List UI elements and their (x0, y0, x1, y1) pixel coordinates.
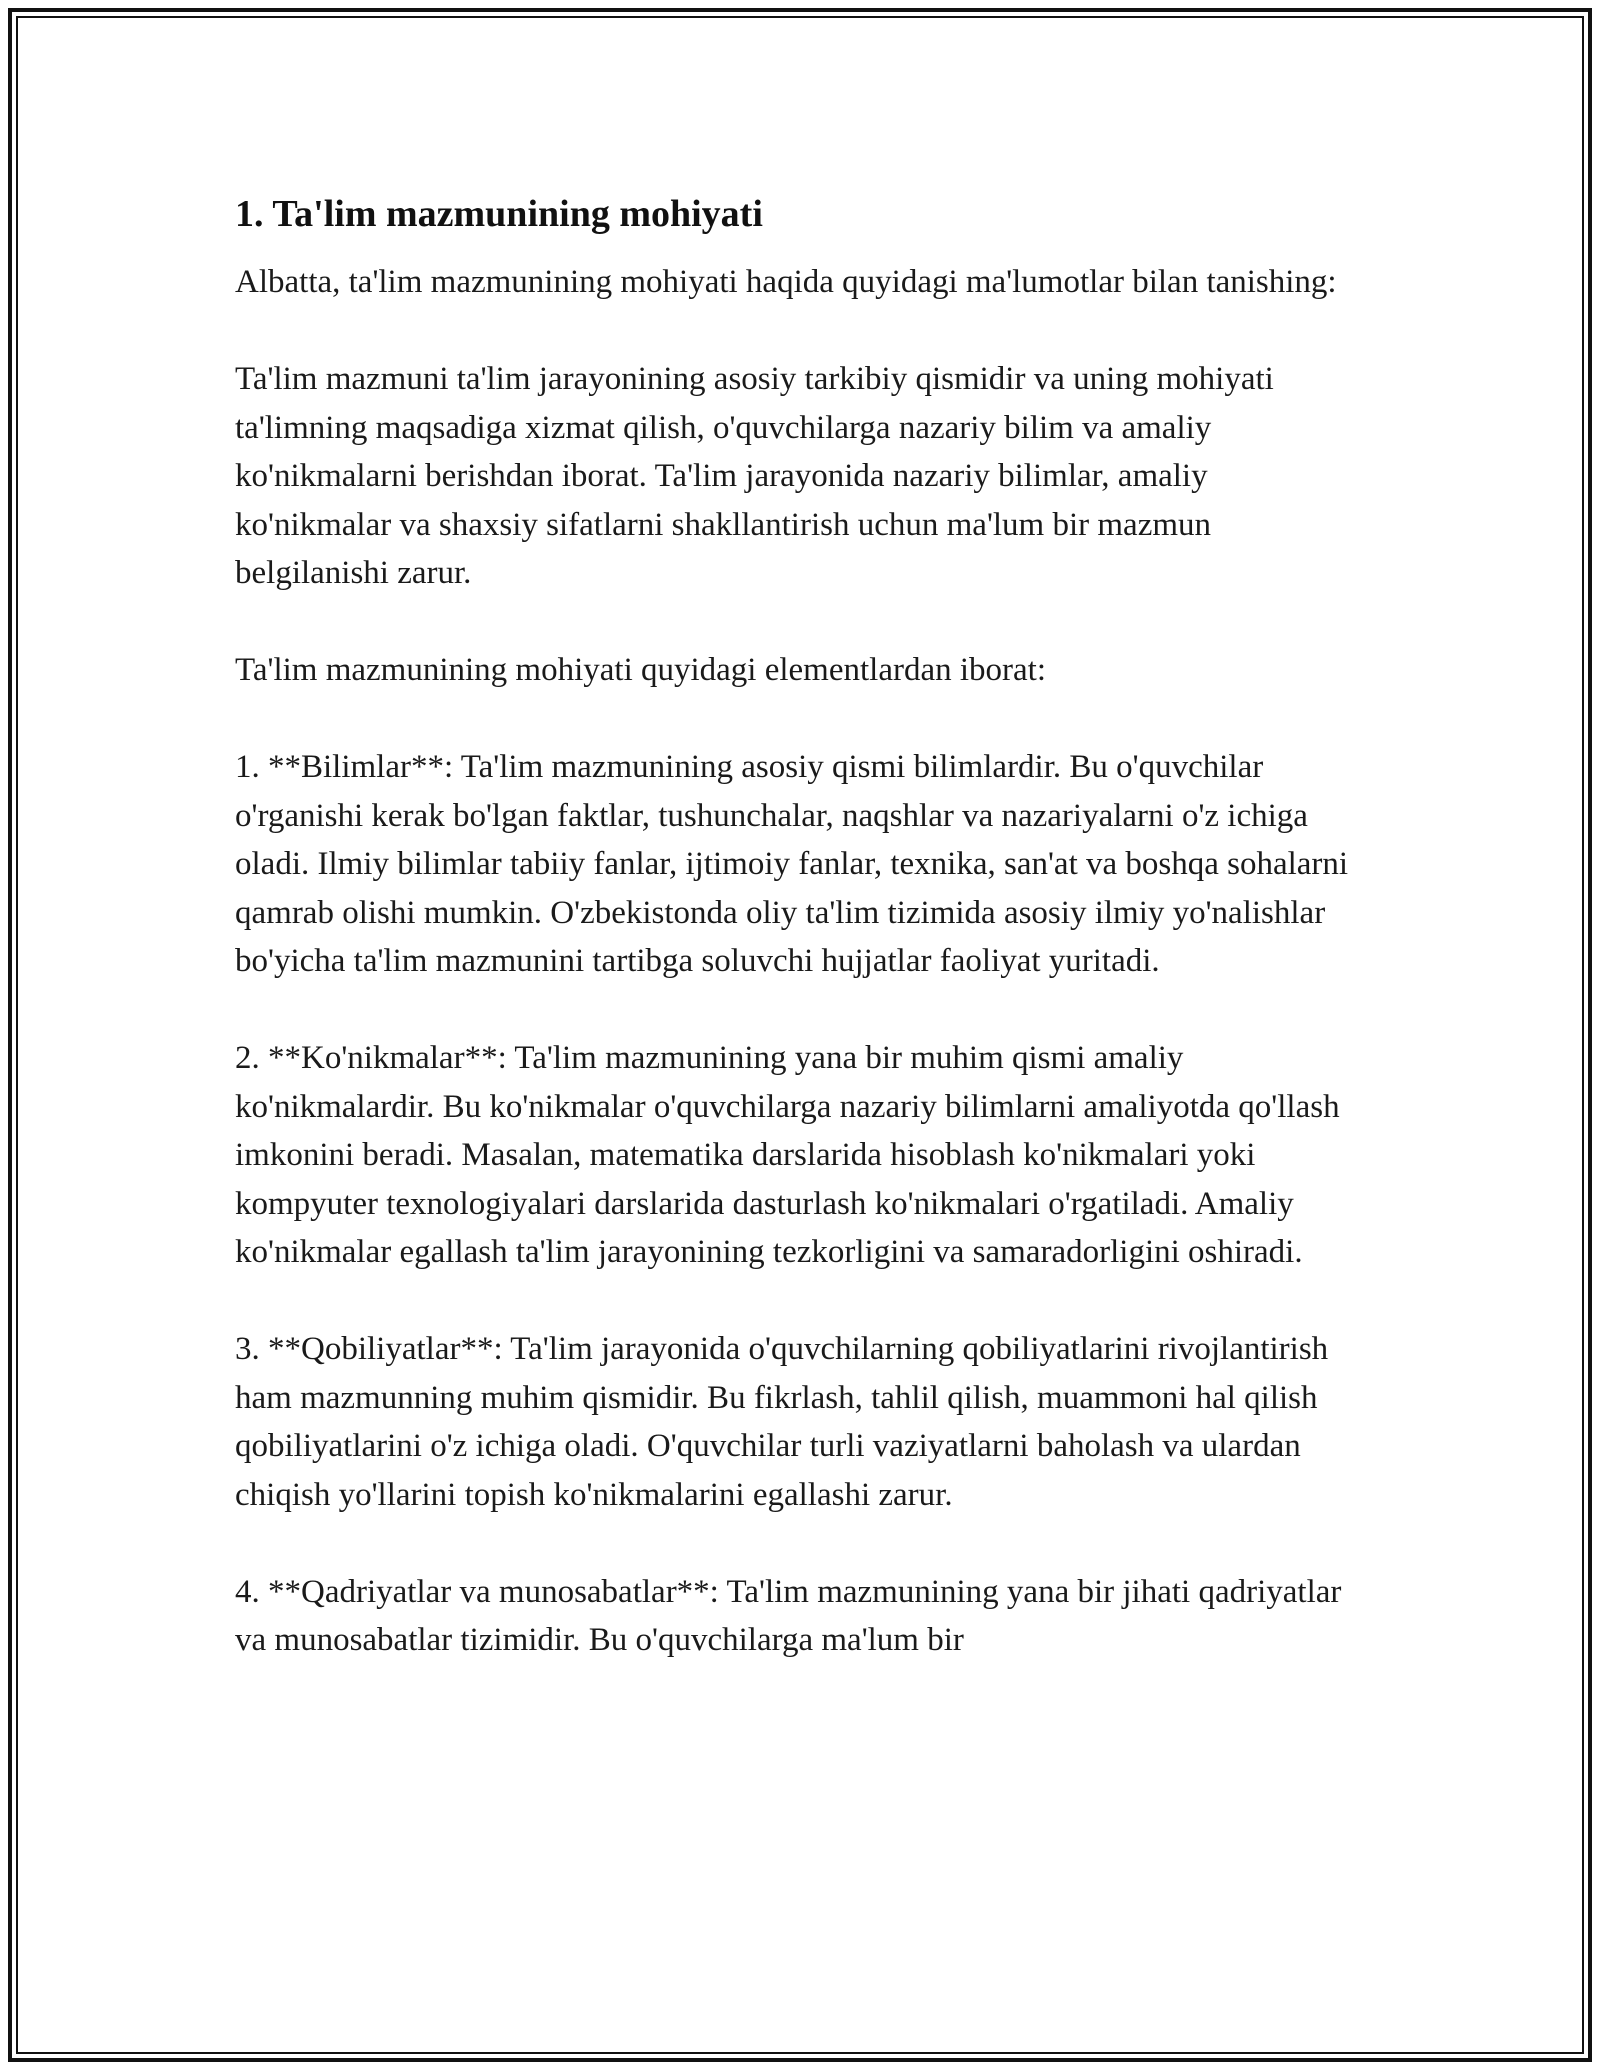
list-item-qadriyatlar: 4. **Qadriyatlar va munosabatlar**: Ta'lim mazmunining yana bir jihati qadriyatlar va munosabatlar tizimidir. Bu o'quvchilarga ma'lum bir (235, 1573, 1342, 1658)
list-item-konikmalar: 2. **Ko'nikmalar**: Ta'lim mazmunining yana bir muhim qismi amaliy ko'nikmalardir. Bu ko'nikmalar o'quvchilarga nazariy bilimlarni amaliyotda qo'llash imkonini beradi. Masalan, matematika darslarida hisoblash ko'nikmalari yoki kompyuter texnologiyalari darslarida dasturlash ko'nikmalari o'rgatiladi. Amaliy ko'nikmalar egallash ta'lim jarayonining tezkorligini va samaradorligini oshiradi. (235, 1040, 1340, 1270)
list-item-qobiliyatlar: 3. **Qobiliyatlar**: Ta'lim jarayonida o'quvchilarning qobiliyatlarini rivojlantirish ham mazmunning muhim qismidir. Bu fikrlash, tahlil qilish, muammoni hal qilish qobiliyatlarini o'z ichiga oladi. O'quvchilar turli vaziyatlarni baholash va ulardan chiqish yo'llarini topish ko'nikmalarini egallashi zarur. (235, 1331, 1329, 1513)
document-title: 1. Ta'lim mazmunining mohiyati (235, 193, 763, 235)
paragraph-definition: Ta'lim mazmuni ta'lim jarayonining asosiy tarkibiy qismidir va uning mohiyati ta'limning maqsadiga xizmat qilish, o'quvchilarga nazariy bilim va amaliy ko'nikmalarni berishdan iborat. Ta'lim jarayonida nazariy bilimlar, amaliy ko'nikmalar va shaxsiy sifatlarni shakllantirish uchun ma'lum bir mazmun belgilanishi zarur. (235, 361, 1274, 591)
document-body (235, 188, 1365, 1665)
paragraph-elements-lead: Ta'lim mazmunining mohiyati quyidagi elementlardan iborat: (235, 652, 1047, 688)
list-item-bilimlar: 1. **Bilimlar**: Ta'lim mazmunining asosiy qismi bilimlardir. Bu o'quvchilar o'rganishi kerak bo'lgan faktlar, tushunchalar, naqshlar va nazariyalarni o'z ichiga oladi. Ilmiy bilimlar tabiiy fanlar, ijtimoiy fanlar, texnika, san'at va boshqa sohalarni qamrab olishi mumkin. O'zbekistonda oliy ta'lim tizimida asosiy ilmiy yo'nalishlar bo'yicha ta'lim mazmunini tartibga soluvchi hujjatlar faoliyat yuritadi. (235, 749, 1349, 979)
paragraph-intro: Albatta, ta'lim mazmunining mohiyati haqida quyidagi ma'lumotlar bilan tanishing: (235, 264, 1337, 300)
